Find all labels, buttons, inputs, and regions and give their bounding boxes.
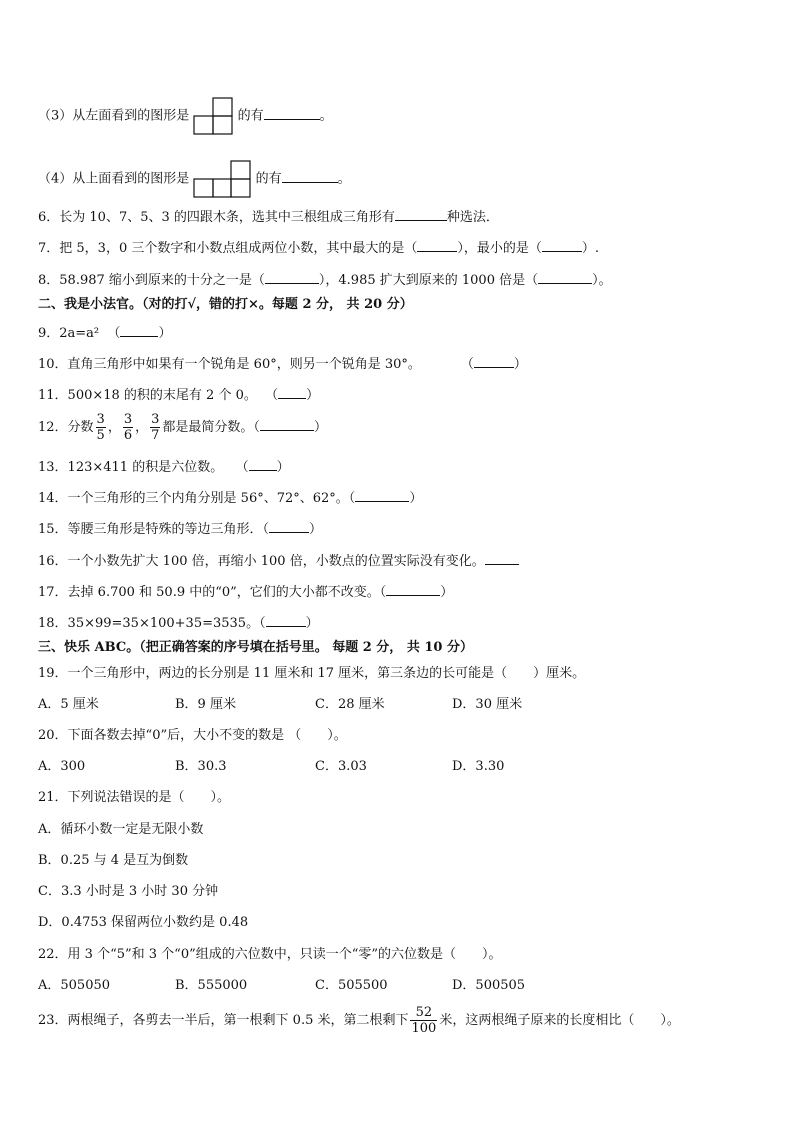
question-18: 18．35×99=35×100+35=3535。（ ） <box>38 613 319 633</box>
question-text: （4）从上面看到的图形是 <box>38 171 190 187</box>
question-22: 22．用 3 个“5”和 3 个“0”组成的六位数中，只读一个“零”的六位数是（ ）。 <box>38 947 502 962</box>
option-b[interactable]: B．9 厘米 <box>175 697 236 712</box>
answer-blank[interactable] <box>474 354 514 368</box>
answer-blank[interactable] <box>269 519 309 533</box>
option-a[interactable]: A．5 厘米 <box>38 697 99 712</box>
answer-blank[interactable] <box>538 270 592 284</box>
answer-blank[interactable] <box>485 551 519 565</box>
option-a[interactable]: A．300 <box>38 759 86 774</box>
left-view-figure <box>193 97 233 135</box>
option-a[interactable]: A．循环小数一定是无限小数 <box>38 822 204 837</box>
option-d[interactable]: D．0.4753 保留两位小数约是 0.48 <box>38 915 249 930</box>
answer-blank[interactable] <box>260 417 314 431</box>
option-d[interactable]: D．3.30 <box>452 759 505 774</box>
question-13: 13．123×411 的积是六位数。 （ ） <box>38 457 290 477</box>
question-12: 12．分数 $\frac{3}{5}$ ， $\frac{3}{6}$ ， $\frac{3}{7}$ 都是最简分数。（ ） <box>38 412 327 443</box>
fraction-3-7: $\frac{3}{7}$ <box>151 412 160 443</box>
option-b[interactable]: B．0.25 与 4 是互为倒数 <box>38 853 189 868</box>
answer-blank[interactable] <box>264 106 320 120</box>
option-b[interactable]: B．30.3 <box>175 759 227 774</box>
question-7: 7．把 5，3，0 三个数字和小数点组成两位小数，其中最大的是（ ），最小的是（ ）. <box>38 238 599 258</box>
answer-blank[interactable] <box>395 207 447 221</box>
section-3-heading: 三、快乐 ABC。（把正确答案的序号填在括号里。 每题 2 分， 共 10 分） <box>38 640 473 655</box>
section-2-heading: 二、我是小法官。（对的打√，错的打×。每题 2 分， 共 20 分） <box>38 297 413 312</box>
option-c[interactable]: C．28 厘米 <box>315 697 385 712</box>
option-b[interactable]: B．555000 <box>175 978 248 993</box>
question-20-options <box>38 758 758 776</box>
fraction-3-5: $\frac{3}{5}$ <box>96 412 105 443</box>
question-6: 6．长为 10、7、5、3 的四跟木条，选其中三根组成三角形有 种选法． <box>38 207 499 227</box>
question-5-3: （3）从左面看到的图形是 的有 。 <box>38 97 333 135</box>
question-11: 11．500×18 的积的末尾有 2 个 0。 （ ） <box>38 385 319 405</box>
answer-blank[interactable] <box>282 169 338 183</box>
question-20: 20．下面各数去掉“0”后，大小不变的数是 （ ）。 <box>38 728 347 743</box>
answer-blank[interactable] <box>417 238 457 252</box>
question-10: 10．直角三角形中如果有一个锐角是 60°，则另一个锐角是 30°。 （ ） <box>38 354 527 374</box>
question-5-4: （4）从上面看到的图形是 的有 。 <box>38 160 351 198</box>
fraction-52-100: $\frac{52}{100}$ <box>411 1005 437 1036</box>
top-view-figure <box>193 160 251 198</box>
answer-blank[interactable] <box>265 270 319 284</box>
option-d[interactable]: D．30 厘米 <box>452 697 523 712</box>
option-c[interactable]: C．3.03 <box>315 759 367 774</box>
question-19-options <box>38 696 758 714</box>
option-a[interactable]: A．505050 <box>38 978 111 993</box>
question-16: 16．一个小数先扩大 100 倍，再缩小 100 倍，小数点的位置实际没有变化。 <box>38 551 519 571</box>
question-17: 17．去掉 6.700 和 50.9 中的“0”，它们的大小都不改变。（ ） <box>38 582 453 602</box>
question-text: （3）从左面看到的图形是 <box>38 108 190 124</box>
question-22-options <box>38 977 758 995</box>
question-15: 15．等腰三角形是特殊的等边三角形．（ ） <box>38 519 322 539</box>
question-21: 21．下列说法错误的是（ ）。 <box>38 790 231 805</box>
question-23: 23．两根绳子，各剪去一半后，第一根剩下 0.5 米，第二根剩下 $\frac{52}{100}$ 米，这两根绳子原来的长度相比（ ）。 <box>38 1005 680 1036</box>
option-c[interactable]: C．3.3 小时是 3 小时 30 分钟 <box>38 884 219 899</box>
fraction-3-6: $\frac{3}{6}$ <box>123 412 133 443</box>
question-19: 19．一个三角形中，两边的长分别是 11 厘米和 17 厘米，第三条边的长可能是（ ）厘米。 <box>38 666 586 681</box>
question-8: 8．58.987 缩小到原来的十分之一是（ ），4.985 扩大到原来的 1000 倍是（ ）。 <box>38 270 612 290</box>
option-c[interactable]: C．505500 <box>315 978 388 993</box>
question-9: 9．2a=a² （ ） <box>38 323 171 343</box>
answer-blank[interactable] <box>355 488 409 502</box>
answer-blank[interactable] <box>542 238 582 252</box>
answer-blank[interactable] <box>249 457 277 471</box>
question-14: 14．一个三角形的三个内角分别是 56°、72°、62°。（ ） <box>38 488 422 508</box>
answer-blank[interactable] <box>266 613 306 627</box>
option-d[interactable]: D．500505 <box>452 978 526 993</box>
answer-blank[interactable] <box>278 385 306 399</box>
answer-blank[interactable] <box>120 323 158 337</box>
answer-blank[interactable] <box>386 582 440 596</box>
